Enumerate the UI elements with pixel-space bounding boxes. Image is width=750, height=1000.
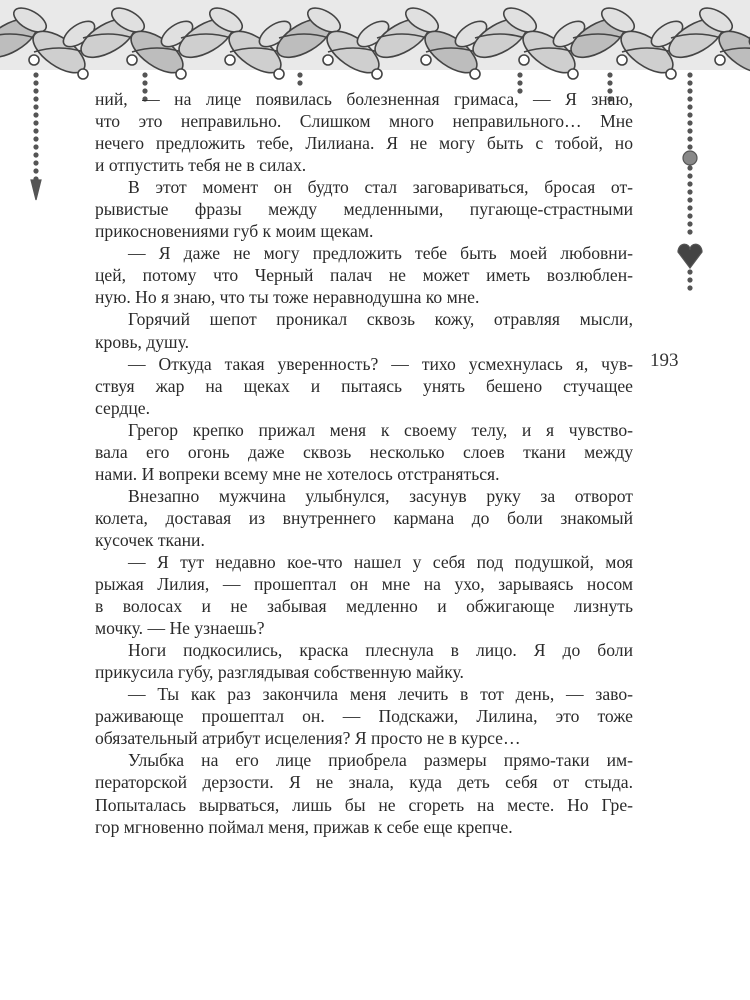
text-line: вала его огонь даже сквозь несколько слоев ткани между <box>95 441 633 462</box>
ornament-leaf <box>688 198 692 202</box>
text-line: Внезапно мужчина улыбнулся, засунув руку за отворот <box>128 485 633 506</box>
ornament-leaf <box>608 73 612 77</box>
ornament-leaf <box>34 169 38 173</box>
ornament-leaf <box>688 137 692 141</box>
paragraph <box>95 353 633 419</box>
ornament-leaf <box>608 81 612 85</box>
text-line: ператорской дерзости. Я не знала, куда деть себя от стыда. <box>95 772 633 793</box>
ornament-leaf <box>143 81 147 85</box>
ornament-leaf <box>688 121 692 125</box>
text-line: — Ты как раз закончила меня лечить в тот день, — заво- <box>128 684 633 705</box>
page-number: 193 <box>650 350 679 371</box>
paragraph <box>95 749 633 837</box>
ornament-leaf <box>29 55 39 65</box>
ornament-leaf <box>688 278 692 282</box>
ornament-leaf <box>688 166 692 170</box>
ornament-leaf <box>688 190 692 194</box>
text-line: — Я тут недавно кое-что нашел у себя под подушкой, моя <box>128 551 633 572</box>
ornament-leaf <box>568 69 578 79</box>
paragraph <box>95 485 633 551</box>
ornament-leaf <box>688 174 692 178</box>
ornament-leaf <box>127 55 137 65</box>
ornament-leaf <box>617 55 627 65</box>
text-line: кровь, душу. <box>95 331 189 352</box>
text-line: Ноги подкосились, краска плеснула в лицо. Я до боли <box>128 640 633 661</box>
ornament-leaf <box>519 55 529 65</box>
ornament-leaf <box>143 73 147 77</box>
ornament-leaf <box>678 244 702 268</box>
paragraph <box>95 242 633 308</box>
text-line: что это неправильно. Слишком много неправильного… Мне <box>95 111 633 132</box>
ornament-leaf <box>34 97 38 101</box>
paragraph <box>95 639 633 683</box>
ornament-leaf <box>688 206 692 210</box>
book-text <box>95 88 633 838</box>
text-line: Попыталась вырваться, лишь бы не сгореть на месте. Но Гре- <box>95 794 633 815</box>
ornament-leaf <box>688 286 692 290</box>
paragraph <box>95 551 633 639</box>
ornament-leaf <box>34 129 38 133</box>
text-line: ствуя жар на щеках и пытаясь унять бешено стучащее <box>95 375 633 396</box>
ornament-leaf <box>688 230 692 234</box>
ornament-leaf <box>688 105 692 109</box>
text-line: — Откуда такая уверенность? — тихо усмехнулась я, чув- <box>128 353 633 374</box>
ornament-leaf <box>34 73 38 77</box>
ornament-leaf <box>176 69 186 79</box>
text-line: В этот момент он будто стал заговариваться, бросая от- <box>128 177 633 198</box>
text-line: рыжая Лилия, — прошептал он мне на ухо, зарываясь носом <box>95 574 633 595</box>
paragraph <box>95 88 633 176</box>
ornament-leaf <box>323 55 333 65</box>
ornament-leaf <box>34 81 38 85</box>
text-line: — Я даже не могу предложить тебе быть моей любовни- <box>128 243 633 264</box>
ornament-leaf <box>78 69 88 79</box>
text-line: ний, — на лице появилась болезненная гримаса, — Я знаю, <box>95 89 633 109</box>
ornament-leaf <box>34 137 38 141</box>
text-line: нечего предложить тебе, Лилиана. Я не могу быть с тобой, но <box>95 133 633 154</box>
text-line: сердце. <box>95 397 150 418</box>
ornament-leaf <box>688 129 692 133</box>
text-line: раживающе прошептал он. — Подскажи, Лилина, это тоже <box>95 706 633 727</box>
ornament-leaf <box>518 81 522 85</box>
text-line: мочку. — Не узнаешь? <box>95 618 265 639</box>
paragraph <box>95 176 633 242</box>
ornament-leaf <box>31 180 41 200</box>
ornament-leaf <box>34 161 38 165</box>
ornament-leaf <box>34 145 38 149</box>
ornament-leaf <box>421 55 431 65</box>
ornament-leaf <box>34 113 38 117</box>
ornament-leaf <box>688 222 692 226</box>
text-line: обязательный атрибут исцеления? Я просто не в курсе… <box>95 728 521 749</box>
ornament-leaf <box>688 182 692 186</box>
ornament-leaf <box>688 214 692 218</box>
text-line: кусочек ткани. <box>95 529 205 550</box>
text-line: Улыбка на его лице приобрела размеры прямо-таки им- <box>128 750 633 771</box>
text-line: прикусила губу, разглядывая собственную майку. <box>95 662 464 683</box>
text-line: Грегор крепко прижал меня к своему телу, и я чувство- <box>128 419 633 440</box>
text-line: в волосах и не забывая медленно и обжигающе лизнуть <box>95 596 633 617</box>
text-line: ную. Но я знаю, что ты тоже неравнодушна ко мне. <box>95 287 480 308</box>
text-line: рывистые фразы между медленными, пугающе-страстными <box>95 199 633 220</box>
paragraph <box>95 419 633 485</box>
ornament-leaf <box>518 73 522 77</box>
ornament-leaf <box>688 73 692 77</box>
text-line: нами. И вопреки всему мне не хотелось отстраняться. <box>95 463 500 484</box>
text-line: колета, доставая из внутреннего кармана до боли знакомый <box>95 507 633 528</box>
ornament-leaf <box>688 89 692 93</box>
ornament-leaf <box>274 69 284 79</box>
ornament-leaf <box>298 73 302 77</box>
paragraph <box>95 683 633 749</box>
ornament-leaf <box>34 153 38 157</box>
ornament-leaf <box>688 113 692 117</box>
ornament-leaf <box>225 55 235 65</box>
text-line: и отпустить тебя не в силах. <box>95 155 307 176</box>
text-line: Горячий шепот проникал сквозь кожу, отравляя мысли, <box>128 309 633 330</box>
ornament-leaf <box>688 145 692 149</box>
text-line: гор мгновенно поймал меня, прижав к себе еще крепче. <box>95 816 513 837</box>
ornament-leaf <box>688 270 692 274</box>
ornament-leaf <box>372 69 382 79</box>
ornament-leaf <box>34 105 38 109</box>
ornament-leaf <box>688 81 692 85</box>
ornament-leaf <box>683 151 697 165</box>
ornament-leaf <box>298 81 302 85</box>
ornament-leaf <box>688 97 692 101</box>
ornament-leaf <box>715 55 725 65</box>
paragraph <box>95 308 633 352</box>
ornament-leaf <box>34 89 38 93</box>
ornament-leaf <box>666 69 676 79</box>
ornament-leaf <box>470 69 480 79</box>
text-line: прикосновениями губ к моим щекам. <box>95 221 374 242</box>
text-line: цей, потому что Черный палач не может иметь возлюблен- <box>95 265 633 286</box>
ornament-leaf <box>34 121 38 125</box>
